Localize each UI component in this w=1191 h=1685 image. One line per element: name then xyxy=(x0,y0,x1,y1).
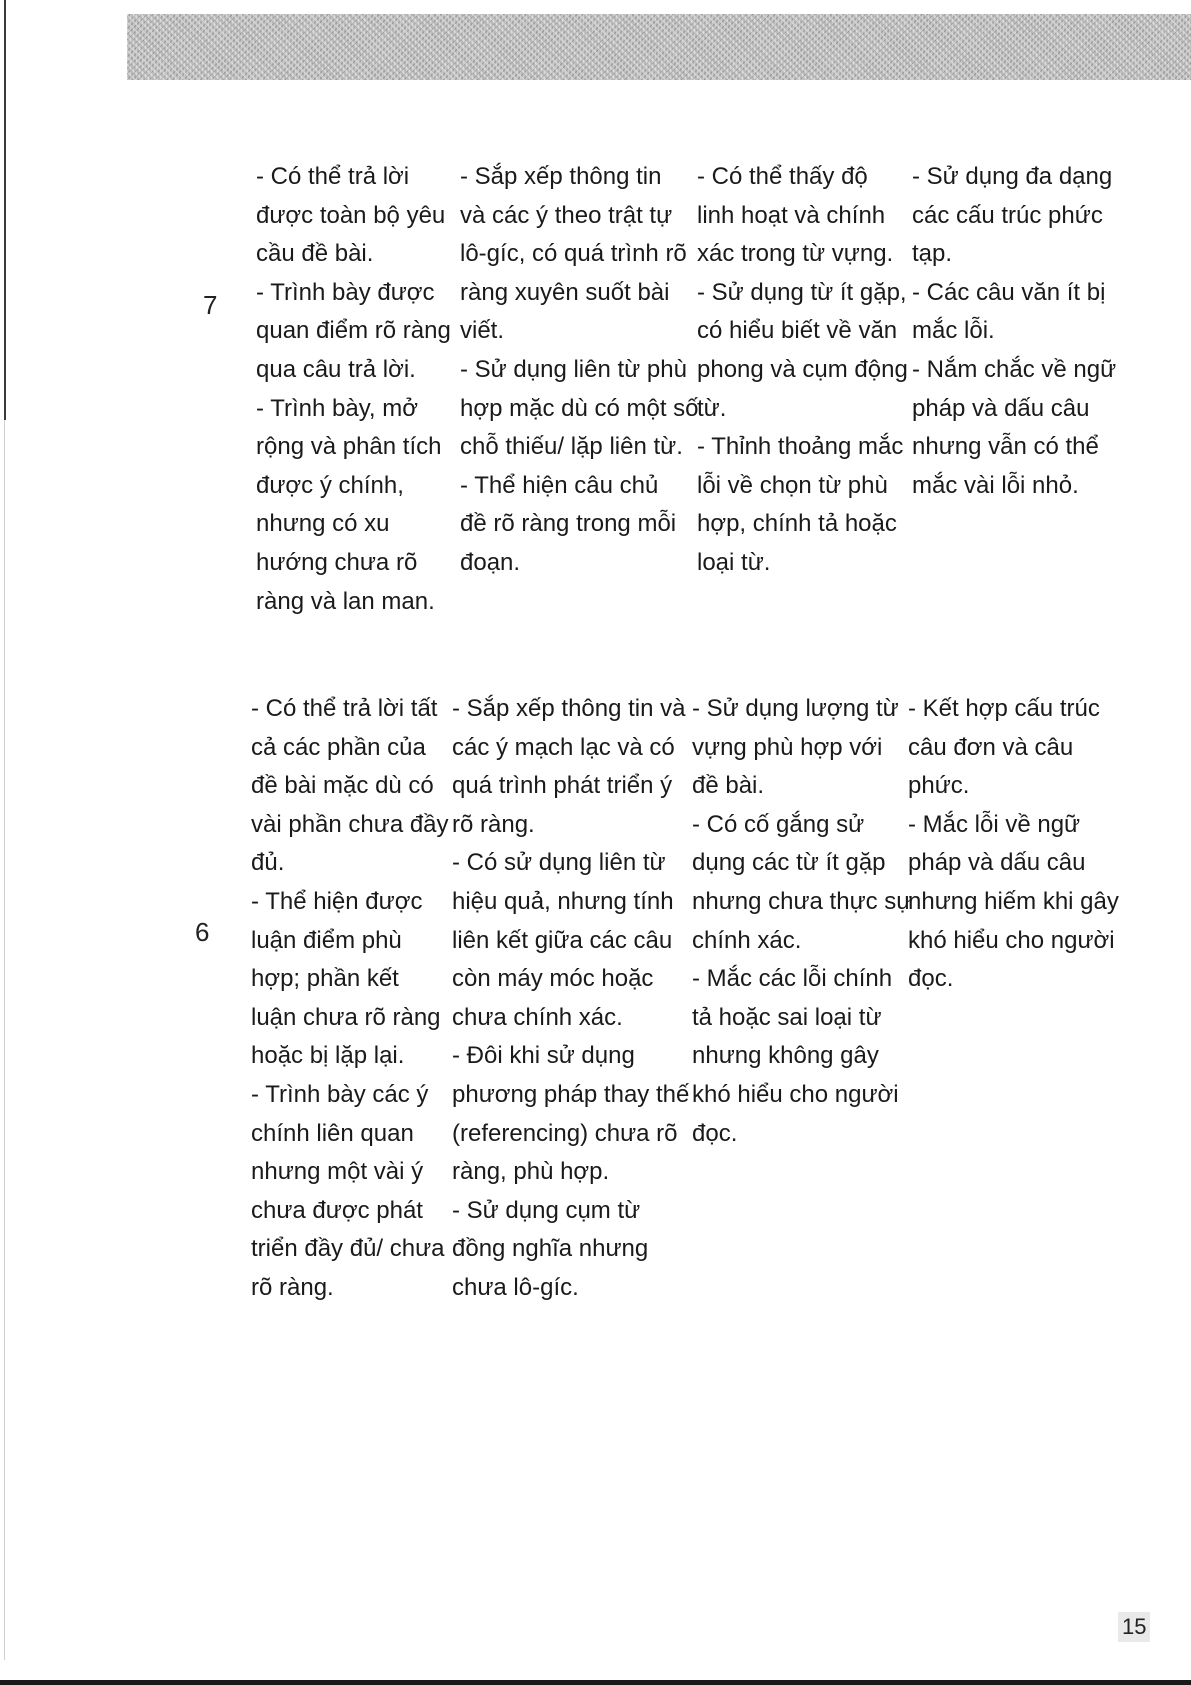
cell-line: nhưng không gây xyxy=(692,1042,879,1070)
cell-line: khó hiểu cho người xyxy=(908,926,1115,954)
cell-line: phong và cụm động xyxy=(697,355,908,383)
cell-line: ràng xuyên suốt bài xyxy=(460,278,670,306)
cell-line: - Thể hiện được xyxy=(251,887,423,915)
coherence-cohesion-cell xyxy=(460,158,699,583)
cell-line: chưa lô-gíc. xyxy=(452,1273,579,1301)
cell-line: đoạn. xyxy=(460,548,521,576)
cell-line: - Sắp xếp thông tin và xyxy=(452,695,686,722)
page-number: 15 xyxy=(1118,1612,1150,1642)
cell-line: - Sử dụng cụm từ xyxy=(452,1196,641,1224)
cell-line: - Thể hiện câu chủ xyxy=(460,471,659,499)
cell-line: xác trong từ vựng. xyxy=(697,240,894,268)
cell-line: nhưng có xu xyxy=(256,510,390,538)
cell-line: quan điểm rõ ràng xyxy=(256,317,451,345)
cell-line: được ý chính, xyxy=(256,471,404,499)
cell-line: đọc. xyxy=(908,965,954,993)
cell-line: đề rõ ràng trong mỗi xyxy=(460,510,677,538)
cell-line: - Có cố gắng sử xyxy=(692,810,865,838)
lexical-resource-cell xyxy=(697,158,908,583)
cell-line: ràng và lan man. xyxy=(256,587,435,615)
cell-line: - Sử dụng liên từ phù xyxy=(460,355,687,383)
cell-line: vài phần chưa đầy xyxy=(251,810,449,838)
cell-line: loại từ. xyxy=(697,548,771,576)
cell-line: lô-gíc, có quá trình rõ xyxy=(460,240,687,268)
cell-line: - Có sử dụng liên từ xyxy=(452,849,666,877)
cell-line: - Thỉnh thoảng mắc xyxy=(697,433,904,461)
cell-line: - Trình bày các ý xyxy=(251,1080,429,1108)
cell-line: hiệu quả, nhưng tính xyxy=(452,887,674,915)
cell-line: - Sắp xếp thông tin xyxy=(460,163,662,190)
cell-line: hoặc bị lặp lại. xyxy=(251,1042,405,1070)
cell-line: chính xác. xyxy=(692,926,802,954)
cell-line: rộng và phân tích xyxy=(256,433,442,461)
cell-line: cầu đề bài. xyxy=(256,240,374,268)
cell-line: nhưng vẫn có thể xyxy=(912,433,1099,461)
cell-line: đồng nghĩa nhưng xyxy=(452,1235,649,1263)
cell-line: pháp và dấu câu xyxy=(908,849,1086,877)
cell-line: các cấu trúc phức xyxy=(912,201,1103,229)
cell-line: dụng các từ ít gặp xyxy=(692,849,886,877)
cell-line: mắc vài lỗi nhỏ. xyxy=(912,471,1079,499)
cell-line: cả các phần của xyxy=(251,733,426,761)
cell-line: đề bài. xyxy=(692,772,765,800)
cell-line: mắc lỗi. xyxy=(912,317,995,345)
cell-line: rõ ràng. xyxy=(251,1273,334,1301)
lexical-resource-cell xyxy=(692,690,912,1153)
grammar-cell xyxy=(908,690,1119,999)
cell-line: khó hiểu cho người xyxy=(692,1080,899,1108)
cell-line: linh hoạt và chính xyxy=(697,201,886,229)
cell-line: pháp và dấu câu xyxy=(912,394,1090,422)
cell-line: đề bài mặc dù có xyxy=(251,772,434,800)
cell-line: - Các câu văn ít bị xyxy=(912,278,1106,306)
header-band xyxy=(127,14,1191,80)
cell-line: nhưng một vài ý xyxy=(251,1158,424,1186)
cell-line: viết. xyxy=(460,317,505,345)
cell-line: chỗ thiếu/ lặp liên từ. xyxy=(460,433,683,461)
cell-line: các ý mạch lạc và có xyxy=(452,733,675,761)
cell-line: chính liên quan xyxy=(251,1119,414,1147)
cell-line: hướng chưa rõ xyxy=(256,548,418,576)
grammar-cell xyxy=(912,158,1116,505)
cell-line: từ. xyxy=(697,394,727,422)
cell-line: đủ. xyxy=(251,849,285,877)
cell-line: - Nắm chắc về ngữ xyxy=(912,355,1117,383)
cell-line: - Sử dụng đa dạng xyxy=(912,163,1113,190)
cell-line: - Trình bày, mở xyxy=(256,394,418,422)
cell-line: - Mắc lỗi về ngữ xyxy=(908,810,1081,838)
left-margin-rule xyxy=(4,0,6,420)
cell-line: - Có thể thấy độ xyxy=(697,163,868,190)
cell-line: vựng phù hợp với xyxy=(692,733,883,761)
cell-line: tạp. xyxy=(912,240,953,268)
task-response-cell xyxy=(251,690,449,1308)
task-response-cell xyxy=(256,158,451,621)
cell-line: phương pháp thay thế xyxy=(452,1080,690,1108)
cell-line: luận chưa rõ ràng xyxy=(251,1003,441,1031)
cell-line: có hiểu biết về văn xyxy=(697,317,898,345)
cell-line: nhưng hiếm khi gây xyxy=(908,887,1119,915)
cell-line: (referencing) chưa rõ xyxy=(452,1119,678,1147)
cell-line: liên kết giữa các câu xyxy=(452,926,673,954)
cell-line: được toàn bộ yêu xyxy=(256,201,446,229)
cell-line: còn máy móc hoặc xyxy=(452,965,654,993)
cell-line: - Có thể trả lời tất xyxy=(251,695,438,722)
cell-line: tả hoặc sai loại từ xyxy=(692,1003,882,1031)
cell-line: luận điểm phù xyxy=(251,926,402,954)
cell-line: hợp, chính tả hoặc xyxy=(697,510,897,538)
cell-line: đọc. xyxy=(692,1119,738,1147)
cell-line: - Sử dụng từ ít gặp, xyxy=(697,278,907,306)
cell-line: - Đôi khi sử dụng xyxy=(452,1042,635,1070)
cell-line: ràng, phù hợp. xyxy=(452,1158,610,1186)
cell-line: nhưng chưa thực sự xyxy=(692,887,913,915)
coherence-cohesion-cell xyxy=(452,690,689,1308)
cell-line: câu đơn và câu xyxy=(908,733,1074,761)
cell-line: chưa được phát xyxy=(251,1196,423,1224)
cell-line: - Sử dụng lượng từ xyxy=(692,695,899,722)
cell-line: - Kết hợp cấu trúc xyxy=(908,695,1100,722)
cell-line: lỗi về chọn từ phù xyxy=(697,471,888,499)
cell-line: hợp; phần kết xyxy=(251,965,399,993)
cell-line: phức. xyxy=(908,772,970,800)
band-level: 7 xyxy=(203,290,218,320)
cell-line: qua câu trả lời. xyxy=(256,355,416,383)
band-level: 6 xyxy=(195,917,210,947)
cell-line: - Mắc các lỗi chính xyxy=(692,965,893,993)
cell-line: triển đầy đủ/ chưa xyxy=(251,1235,445,1263)
cell-line: rõ ràng. xyxy=(452,810,535,838)
bottom-rule xyxy=(0,1680,1191,1685)
cell-line: chưa chính xác. xyxy=(452,1003,623,1031)
left-margin-rule-faint xyxy=(4,420,5,1660)
cell-line: hợp mặc dù có một số xyxy=(460,394,699,422)
cell-line: - Có thể trả lời xyxy=(256,163,410,190)
cell-line: quá trình phát triển ý xyxy=(452,772,673,800)
cell-line: và các ý theo trật tự xyxy=(460,201,673,229)
cell-line: - Trình bày được xyxy=(256,278,435,306)
